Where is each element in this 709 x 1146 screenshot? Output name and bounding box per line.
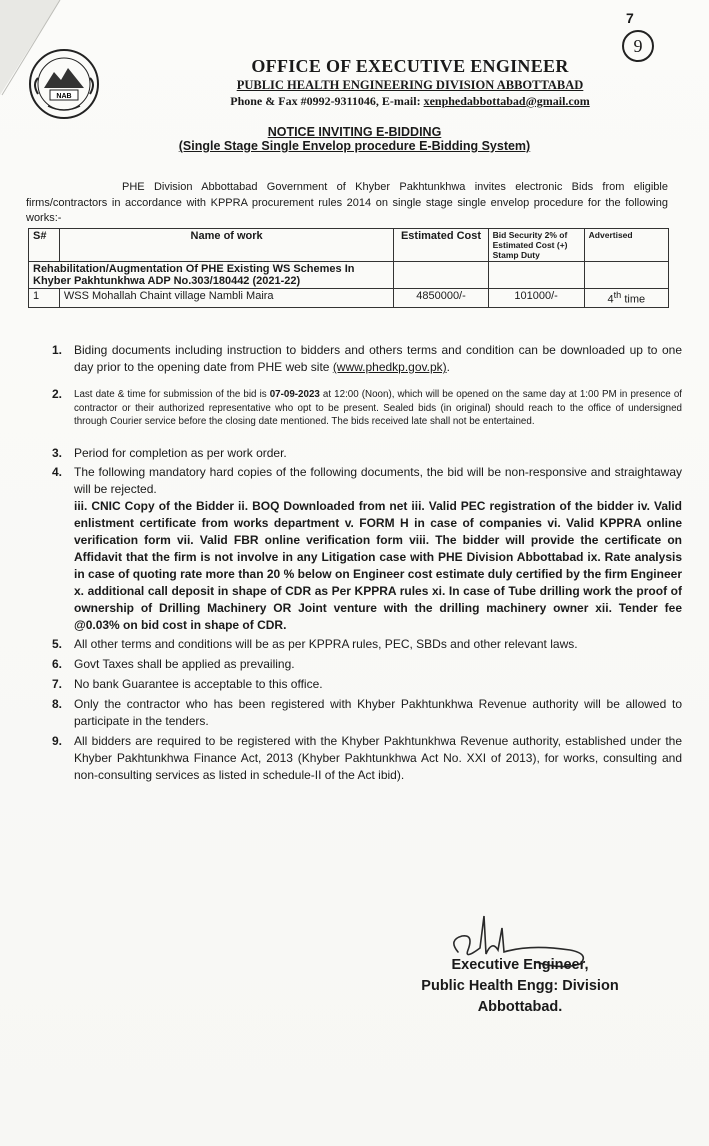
intro-paragraph [26, 180, 668, 227]
row-advertised: 4th time [584, 289, 668, 308]
email-address: xenphedabbottabad@gmail.com [423, 94, 590, 108]
row-sno: 1 [29, 289, 60, 308]
division-title: PUBLIC HEALTH ENGINEERING DIVISION ABBOTTABAD [236, 78, 584, 92]
list-item: 5. All other terms and conditions will be as per KPPRA rules, PEC, SBDs and other relevant laws. [52, 636, 578, 651]
phone-fax: Phone & Fax #0992-9311046, E-mail: [230, 94, 424, 108]
signatory-division: Public Health Engg: Division [421, 978, 619, 994]
signature-block [400, 955, 640, 1018]
notice-items [22, 342, 682, 784]
list-item: 9. All bidders are required to be registered with the Khyber Pakhtunkhwa Revenue authority, established under the Khyber Pakhtunkhwa Finance Act, 2013 (Khyber Pakhtunkhwa Act No. XXI of 2013), for works, consulting and non-consulting services as listed in schedule-II of the Act ibid). [52, 733, 682, 782]
government-seal-logo [28, 48, 100, 120]
list-item: 1. Biding documents including instruction to bidders and others terms and condition can be downloaded up to one day prior to the opening date from PHE web site (www.phedkp.gov.pk). [52, 343, 682, 374]
group-title: Rehabilitation/Augmentation Of PHE Existing WS Schemes In Khyber Pakhtunkhwa ADP No.303/180442 (2021-22) [29, 262, 394, 289]
list-item: 2. Last date & time for submission of the bid is 07-09-2023 at 12:00 (Noon), which will be opened on the same day at 1:00 PM in presence of contractor or their authorized representative who opt to be present. Sealed bids (in original) should reach to the office of undersigned through Courier service before the closing date mentioned. The bids received late shall not be entertained. [52, 387, 682, 427]
list-item: 3. Period for completion as per work order. [52, 445, 287, 460]
notice-title: NOTICE INVITING E-BIDDING [267, 125, 442, 139]
row-cost: 4850000/- [394, 289, 488, 308]
col-sno: S# [29, 229, 60, 262]
col-name: Name of work [59, 229, 394, 262]
table-header-row [29, 229, 669, 262]
signatory-location: Abbottabad. [477, 999, 563, 1015]
contact-line [140, 94, 680, 109]
row-name: WSS Mohallah Chaint village Nambli Maira [59, 289, 394, 308]
notice-heading [0, 125, 709, 153]
page-number: 9 [622, 30, 654, 62]
mandatory-documents: iii. CNIC Copy of the Bidder ii. BOQ Downloaded from net iii. Valid PEC registration of the bidder iv. Valid enlistment certificate from works department v. FORM H in case of companies vi. Valid KPPRA online verification form vii. Valid FBR online verification form viii. The bidder will provide the certificate on Affidavit that the firm is not involve in any Litigation case with PHE Division Abbottabad ix. Rate analysis in case of quoting rate more than 20 % below on Engineer cost estimate duly certified by the firm Engineer x. additional call deposit in shape of CDR as Per KPPRA rules xi. In case of Tube drilling work the proof of ownership of Drilling Machinery OR Joint venture with the drilling machinery owner xii. Tender fee @0.03% on bid cost in shape of CDR. [74, 498, 682, 632]
seal-text: NAB [56, 93, 72, 100]
table-row [29, 289, 669, 308]
notice-subtitle: (Single Stage Single Envelop procedure E-Bidding System) [178, 139, 531, 153]
col-cost: Estimated Cost [394, 229, 488, 262]
signatory-title: Executive Engineer, [451, 957, 589, 973]
works-table [28, 228, 669, 308]
letterhead [140, 56, 680, 109]
closing-date: 07-09-2023 [269, 389, 320, 400]
corner-mark: 7 [626, 10, 634, 26]
table-group-row [29, 262, 669, 289]
intro-text: PHE Division Abbottabad Government of Khyber Pakhtunkhwa invites electronic Bids from eligible firms/contractors in accordance with KPPRA procurement rules 2014 on single stage single envelop procedure for the following works:- [26, 181, 668, 224]
col-security: Bid Security 2% of Estimated Cost (+) Stamp Duty [488, 229, 584, 262]
list-item: 6. Govt Taxes shall be applied as prevailing. [52, 656, 295, 671]
website-link[interactable]: (www.phedkp.gov.pk) [332, 360, 447, 374]
row-security: 101000/- [488, 289, 584, 308]
list-item: 4. The following mandatory hard copies of the following documents, the bid will be non-responsive and straightaway will be rejected. iii. CNIC Copy of the Bidder ii. BOQ Downloaded from net iii. Valid PEC registration of the bidder iv. Valid enlistment certificate from works department v. FORM H in case of companies vi. Valid KPPRA online verification form vii. Valid FBR online verification form viii. The bidder will provide the certificate on Affidavit that the firm is not involve in any Litigation case with PHE Division Abbottabad ix. Rate analysis in case of quoting rate more than 20 % below on Engineer cost estimate duly certified by the firm Engineer x. additional call deposit in shape of CDR as Per KPPRA rules xi. In case of Tube drilling work the proof of ownership of Drilling Machinery OR Joint venture with the drilling machinery owner xii. Tender fee @0.03% on bid cost in shape of CDR. [52, 464, 682, 632]
office-title: OFFICE OF EXECUTIVE ENGINEER [251, 56, 569, 76]
col-advertised: Advertised [584, 229, 668, 262]
list-item: 8. Only the contractor who has been registered with Khyber Pakhtunkhwa Revenue authority will be allowed to participate in the tenders. [52, 696, 682, 728]
list-item: 7. No bank Guarantee is acceptable to this office. [52, 676, 323, 691]
